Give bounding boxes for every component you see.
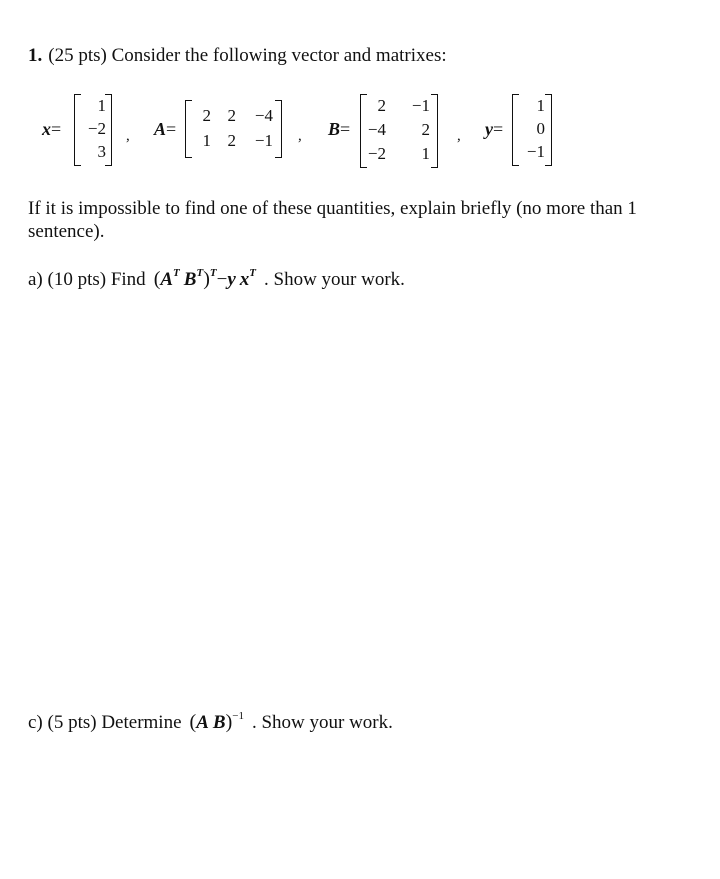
b-cell: −2 — [367, 144, 386, 163]
part-c — [28, 710, 393, 734]
a-cell: 2 — [227, 131, 236, 150]
b-cell: 2 — [421, 120, 430, 139]
a-cell: 2 — [227, 106, 236, 125]
question-intro: (25 pts) Consider the following vector and matrixes: — [48, 45, 447, 66]
question-header — [28, 45, 447, 67]
separator-comma: , — [298, 128, 302, 144]
b-cell: −4 — [367, 120, 386, 139]
question-number: 1. — [28, 45, 43, 66]
b-cell: 1 — [421, 144, 430, 163]
b-matrix — [360, 94, 438, 168]
y-label: y= — [485, 119, 504, 139]
x-vector — [74, 94, 112, 166]
x-cell: 3 — [97, 142, 106, 161]
x-label: x= — [42, 119, 62, 139]
y-cell: 1 — [536, 96, 545, 115]
part-c-formula: (A B)$^{-1}$ — [189, 710, 244, 733]
part-a-prefix: a) (10 pts) Find — [28, 269, 146, 290]
b-cell: −1 — [411, 96, 430, 115]
part-c-prefix: c) (5 pts) Determine — [28, 712, 182, 733]
b-label: B= — [328, 119, 351, 139]
part-a — [28, 267, 405, 291]
x-cell: 1 — [97, 96, 106, 115]
instruction-text: If it is impossible to find one of these quantities, explain briefly (no more than 1 sentence). — [28, 198, 637, 242]
x-cell: −2 — [87, 119, 106, 138]
separator-comma: , — [457, 128, 461, 144]
a-matrix — [185, 100, 282, 158]
a-cell: 1 — [202, 131, 211, 150]
part-c-suffix: . Show your work. — [251, 712, 393, 733]
y-cell: −1 — [526, 142, 545, 161]
part-a-formula: ($A^T$ $B^T)^T-y$ $x^T$ — [153, 267, 256, 290]
part-a-suffix: . Show your work. — [264, 269, 405, 290]
a-cell: −1 — [254, 131, 273, 150]
y-cell: 0 — [536, 119, 545, 138]
a-label: A= — [154, 119, 177, 139]
a-cell: −4 — [254, 106, 273, 125]
a-cell: 2 — [202, 106, 211, 125]
y-vector — [512, 94, 552, 166]
b-cell: 2 — [377, 96, 386, 115]
separator-comma: , — [126, 128, 130, 144]
